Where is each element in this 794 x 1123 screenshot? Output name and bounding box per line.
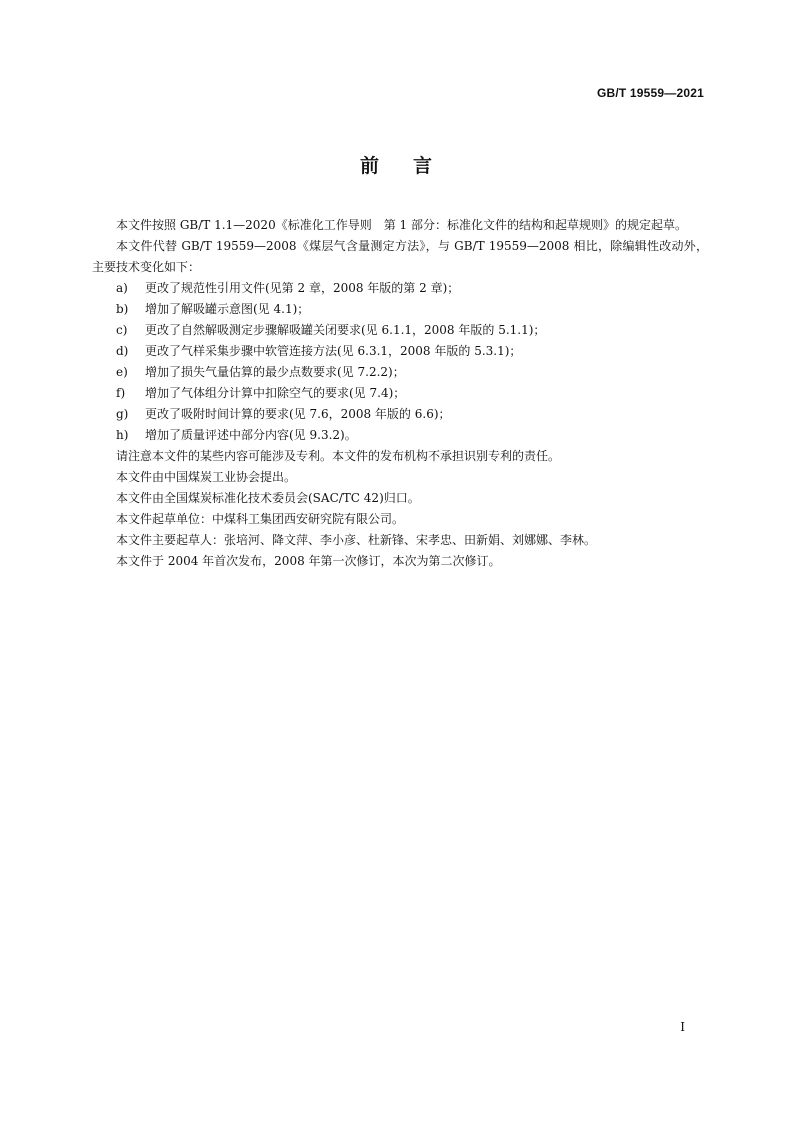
change-item-text: 更改了规范性引用文件(见第 2 章，2008 年版的第 2 章)； — [145, 281, 460, 295]
closing-paragraph: 本文件由全国煤炭标准化技术委员会(SAC/TC 42)归口。 — [116, 491, 420, 505]
change-item-text: 增加了损失气量估算的最少点数要求(见 7.2.2)； — [145, 365, 405, 379]
closing-paragraph: 请注意本文件的某些内容可能涉及专利。本文件的发布机构不承担识别专利的责任。 — [116, 449, 561, 463]
change-item — [92, 383, 708, 404]
change-item-text: 更改了自然解吸测定步骤解吸罐关闭要求(见 6.1.1，2008 年版的 5.1.1)； — [145, 323, 546, 337]
intro-paragraph: 本文件代替 GB/T 19559—2008《煤层气含量测定方法》，与 GB/T 19559—2008 相比，除编辑性改动外，主要技术变化如下： — [92, 239, 708, 274]
change-item-mark: d) — [116, 344, 129, 358]
change-item-mark: c) — [116, 323, 128, 337]
change-item-mark: a) — [116, 281, 128, 295]
change-item-mark: b) — [116, 302, 129, 316]
closing-paragraph: 本文件起草单位：中煤科工集团西安研究院有限公司。 — [116, 512, 405, 526]
closing-paragraph: 本文件主要起草人：张培河、降文萍、李小彦、杜新锋、宋孝忠、田新娟、刘娜娜、李林。 — [116, 533, 597, 547]
change-item-text: 增加了解吸罐示意图(见 4.1)； — [145, 302, 310, 316]
change-item — [92, 320, 708, 341]
change-item-text: 更改了气样采集步骤中软管连接方法(见 6.3.1，2008 年版的 5.3.1)； — [145, 344, 522, 358]
change-item — [92, 278, 708, 299]
closing-paragraph: 本文件于 2004 年首次发布，2008 年第一次修订，本次为第二次修订。 — [116, 554, 501, 568]
change-item — [92, 425, 708, 446]
page-number: I — [680, 1020, 685, 1034]
standard-code: GB/T 19559—2021 — [596, 86, 704, 100]
change-item — [92, 299, 708, 320]
change-item-mark: g) — [116, 407, 129, 421]
change-item-text: 增加了质量评述中部分内容(见 9.3.2)。 — [145, 428, 357, 442]
change-item — [92, 362, 708, 383]
closing-paragraph: 本文件由中国煤炭工业协会提出。 — [116, 470, 297, 484]
foreword-body — [92, 215, 708, 572]
change-item-mark: f) — [116, 386, 126, 400]
change-item-text: 增加了气体组分计算中扣除空气的要求(见 7.4)； — [145, 386, 406, 400]
change-item — [92, 341, 708, 362]
title-part-2: 言 — [413, 155, 435, 177]
title-part-1: 前 — [359, 155, 381, 177]
change-item-mark: h) — [116, 428, 129, 442]
change-item-text: 更改了吸附时间计算的要求(见 7.6，2008 年版的 6.6)； — [145, 407, 451, 421]
page-title — [0, 151, 794, 178]
change-item-mark: e) — [116, 365, 128, 379]
intro-paragraph: 本文件按照 GB/T 1.1—2020《标准化工作导则 第 1 部分：标准化文件的结构和起草规则》的规定起草。 — [116, 218, 687, 232]
change-item — [92, 404, 708, 425]
